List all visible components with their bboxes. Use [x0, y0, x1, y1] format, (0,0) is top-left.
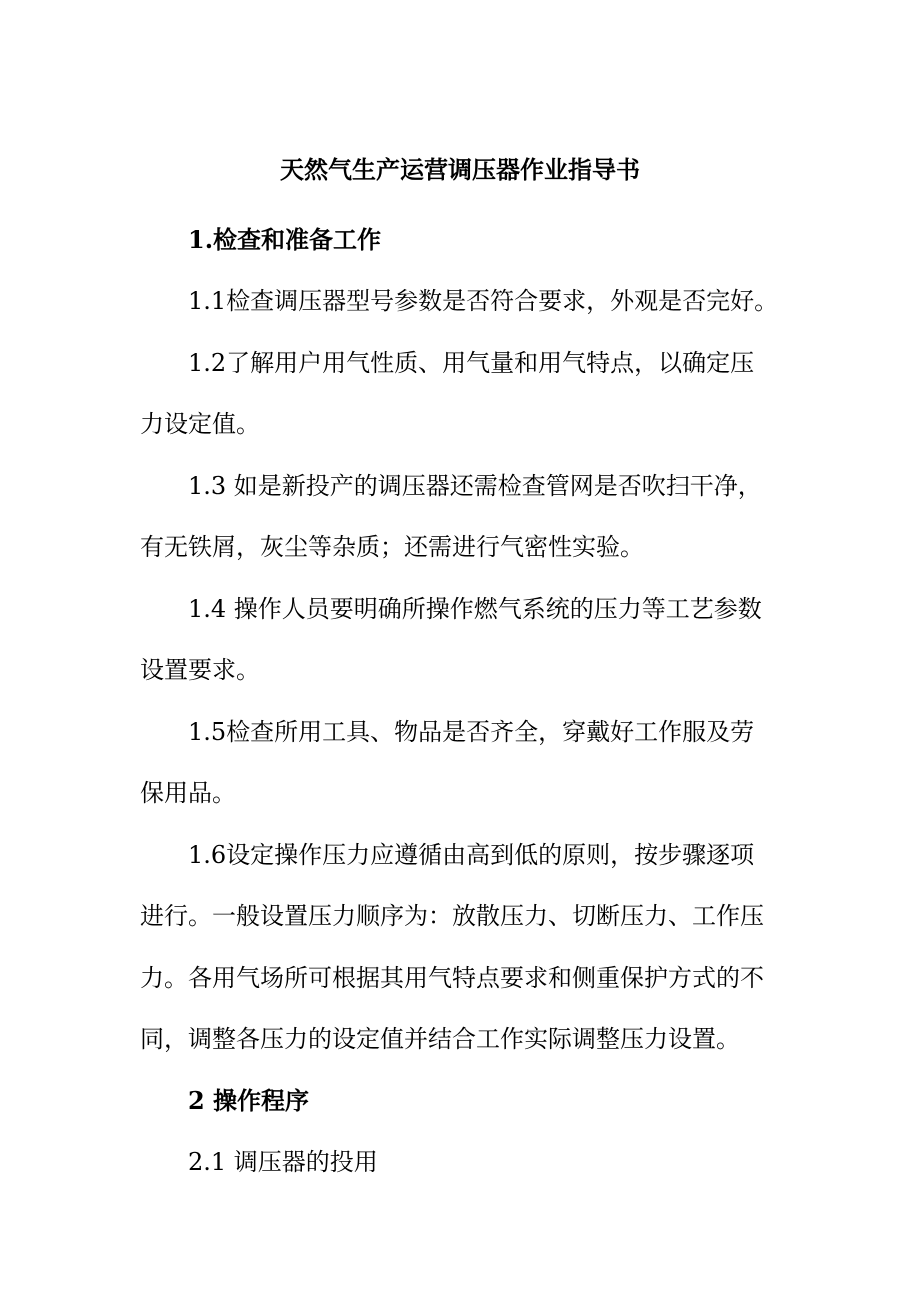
- paragraph-1-2-line-1: 1.2了解用户用气性质、用气量和用气特点，以确定压: [188, 349, 755, 377]
- paragraph-2-1: 2.1 调压器的投用: [188, 1148, 378, 1176]
- paragraph-1-6-line-3: 力。各用气场所可根据其用气特点要求和侧重保护方式的不: [140, 964, 764, 992]
- paragraph-1-2-line-2: 力设定值。: [140, 410, 260, 438]
- section-heading-1: 1.检查和准备工作: [188, 225, 382, 254]
- paragraph-1-5-line-2: 保用品。: [140, 779, 236, 807]
- paragraph-1-6-line-2: 进行。一般设置压力顺序为：放散压力、切断压力、工作压: [140, 902, 764, 930]
- section-heading-2: 2 操作程序: [188, 1086, 310, 1115]
- paragraph-1-3-line-1: 1.3 如是新投产的调压器还需检查管网是否吹扫干净，: [188, 472, 762, 500]
- paragraph-1-4-line-2: 设置要求。: [140, 656, 260, 684]
- paragraph-1-3-line-2: 有无铁屑，灰尘等杂质；还需进行气密性实验。: [140, 533, 644, 561]
- paragraph-1-4-line-1: 1.4 操作人员要明确所操作燃气系统的压力等工艺参数: [188, 595, 762, 623]
- paragraph-1-6-line-4: 同，调整各压力的设定值并结合工作实际调整压力设置。: [140, 1025, 740, 1053]
- paragraph-1-1: 1.1检查调压器型号参数是否符合要求，外观是否完好。: [188, 287, 779, 315]
- paragraph-1-6-line-1: 1.6设定操作压力应遵循由高到低的原则，按步骤逐项: [188, 841, 755, 869]
- document-title: 天然气生产运营调压器作业指导书: [280, 155, 640, 184]
- paragraph-1-5-line-1: 1.5检查所用工具、物品是否齐全，穿戴好工作服及劳: [188, 718, 755, 746]
